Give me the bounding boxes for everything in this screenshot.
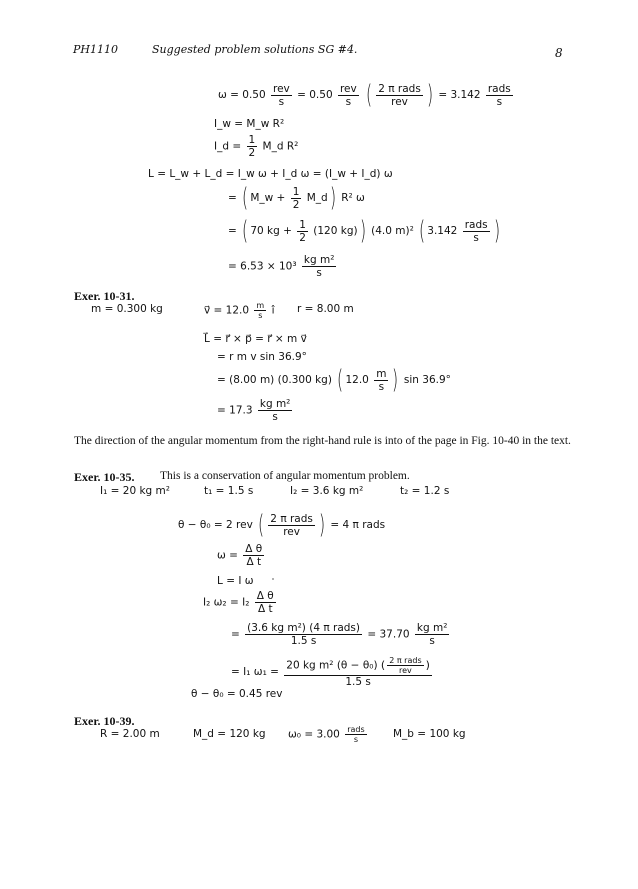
exer-10-31-label: Exer. 10-31. [74,289,135,303]
given-Mb: M_b = 100 kg [393,728,466,740]
angmom-line3: = (8.00 m) (0.300 kg) ( 12.0 $\frac{m}{s}$ ) sin 36.9° [217,365,451,395]
L-equation: L = L_w + L_d = I_w ω + I_d ω = (I_w + I_d) ω [148,168,393,180]
I2w2-equation: I₂ ω₂ = I₂ $\frac{\text{Δ θ}}{\text{Δ t}}$ [203,590,274,615]
direction-paragraph: The direction of the angular momentum from the right-hand rule is into of the page in Fig. 10-40 in the text. [74,435,571,447]
given-w0: ω₀ = 3.00 $\frac{\text{rads}}{s}$ [288,725,365,744]
given-velocity: v⃗ = 12.0 $\frac{m}{s}$ î [204,301,275,320]
angmom-line4: = 17.3 $\frac{\text{kg m²}}{s}$ [217,398,291,423]
value-equation: = $\frac{\text{(3.6 kg m²) (4 π rads)}}{1.5 s}$ = 37.70 $\frac{\text{kg m²}}{s}$ [231,622,448,647]
angmom-line2: = r m v sin 36.9° [217,351,307,363]
L-Iw: L = I ω [217,575,254,587]
omega-equation: ω = 0.50 $\frac{\text{rev}}{s}$ = 0.50 $\frac{\text{rev}}{s}$ ( $\frac{\text{2 π rads}}{\text{rev}}$ ) = 3.142 $\frac{\text{rads}}{s}$ [218,80,511,110]
given-t2: t₂ = 1.2 s [400,485,450,497]
page-number: 8 [555,46,563,60]
L3-equation: = ( 70 kg + $\frac{1}{2}$ (120 kg)) (4.0 m)² ( 3.142 $\frac{\text{rads}}{s}$ ) [228,216,500,246]
angmom-def: L⃗ = r⃗ × p⃗ = r⃗ × m v⃗ [204,333,307,345]
L4-equation: = 6.53 × 10³ $\frac{\text{kg m²}}{s}$ [228,254,335,279]
Id-equation: I_d = $\frac{1}{2}$ M_d R² [214,134,299,159]
stray-dot [272,578,274,580]
omega-def: ω = $\frac{\text{Δ θ}}{\text{Δ t}}$ [217,543,263,568]
given-I2: I₂ = 3.6 kg m² [290,485,364,497]
given-t1: t₁ = 1.5 s [204,485,254,497]
exer-10-35-label: Exer. 10-35. [74,470,135,484]
rotation-result: θ − θ₀ = 0.45 rev [191,688,283,700]
exer-10-39-label: Exer. 10-39. [74,714,135,728]
I1w1-equation: = I₁ ω₁ = 20 kg m² (θ − θ₀) ( $\frac{\text{2 π rads}}{\text{rev}}$ ) 1.5 s [231,656,430,688]
given-mass: m = 0.300 kg [91,303,163,315]
given-radius: r = 8.00 m [297,303,354,315]
given-Md: M_d = 120 kg [193,728,266,740]
document-title: Suggested problem solutions SG #4. [152,43,358,56]
given-I1: I₁ = 20 kg m² [100,485,170,497]
theta-equation: θ − θ₀ = 2 rev ( $\frac{\text{2 π rads}}{\text{rev}}$ ) = 4 π rads [178,510,386,540]
L2-equation: = ( M_w + $\frac{1}{2}$ M_d) R² ω [228,183,365,213]
Iw-equation: I_w = M_w R² [214,118,285,130]
exer-10-35-intro: This is a conservation of angular momentum problem. [160,470,410,482]
course-code: PH1110 [73,43,118,56]
given-R: R = 2.00 m [100,728,160,740]
